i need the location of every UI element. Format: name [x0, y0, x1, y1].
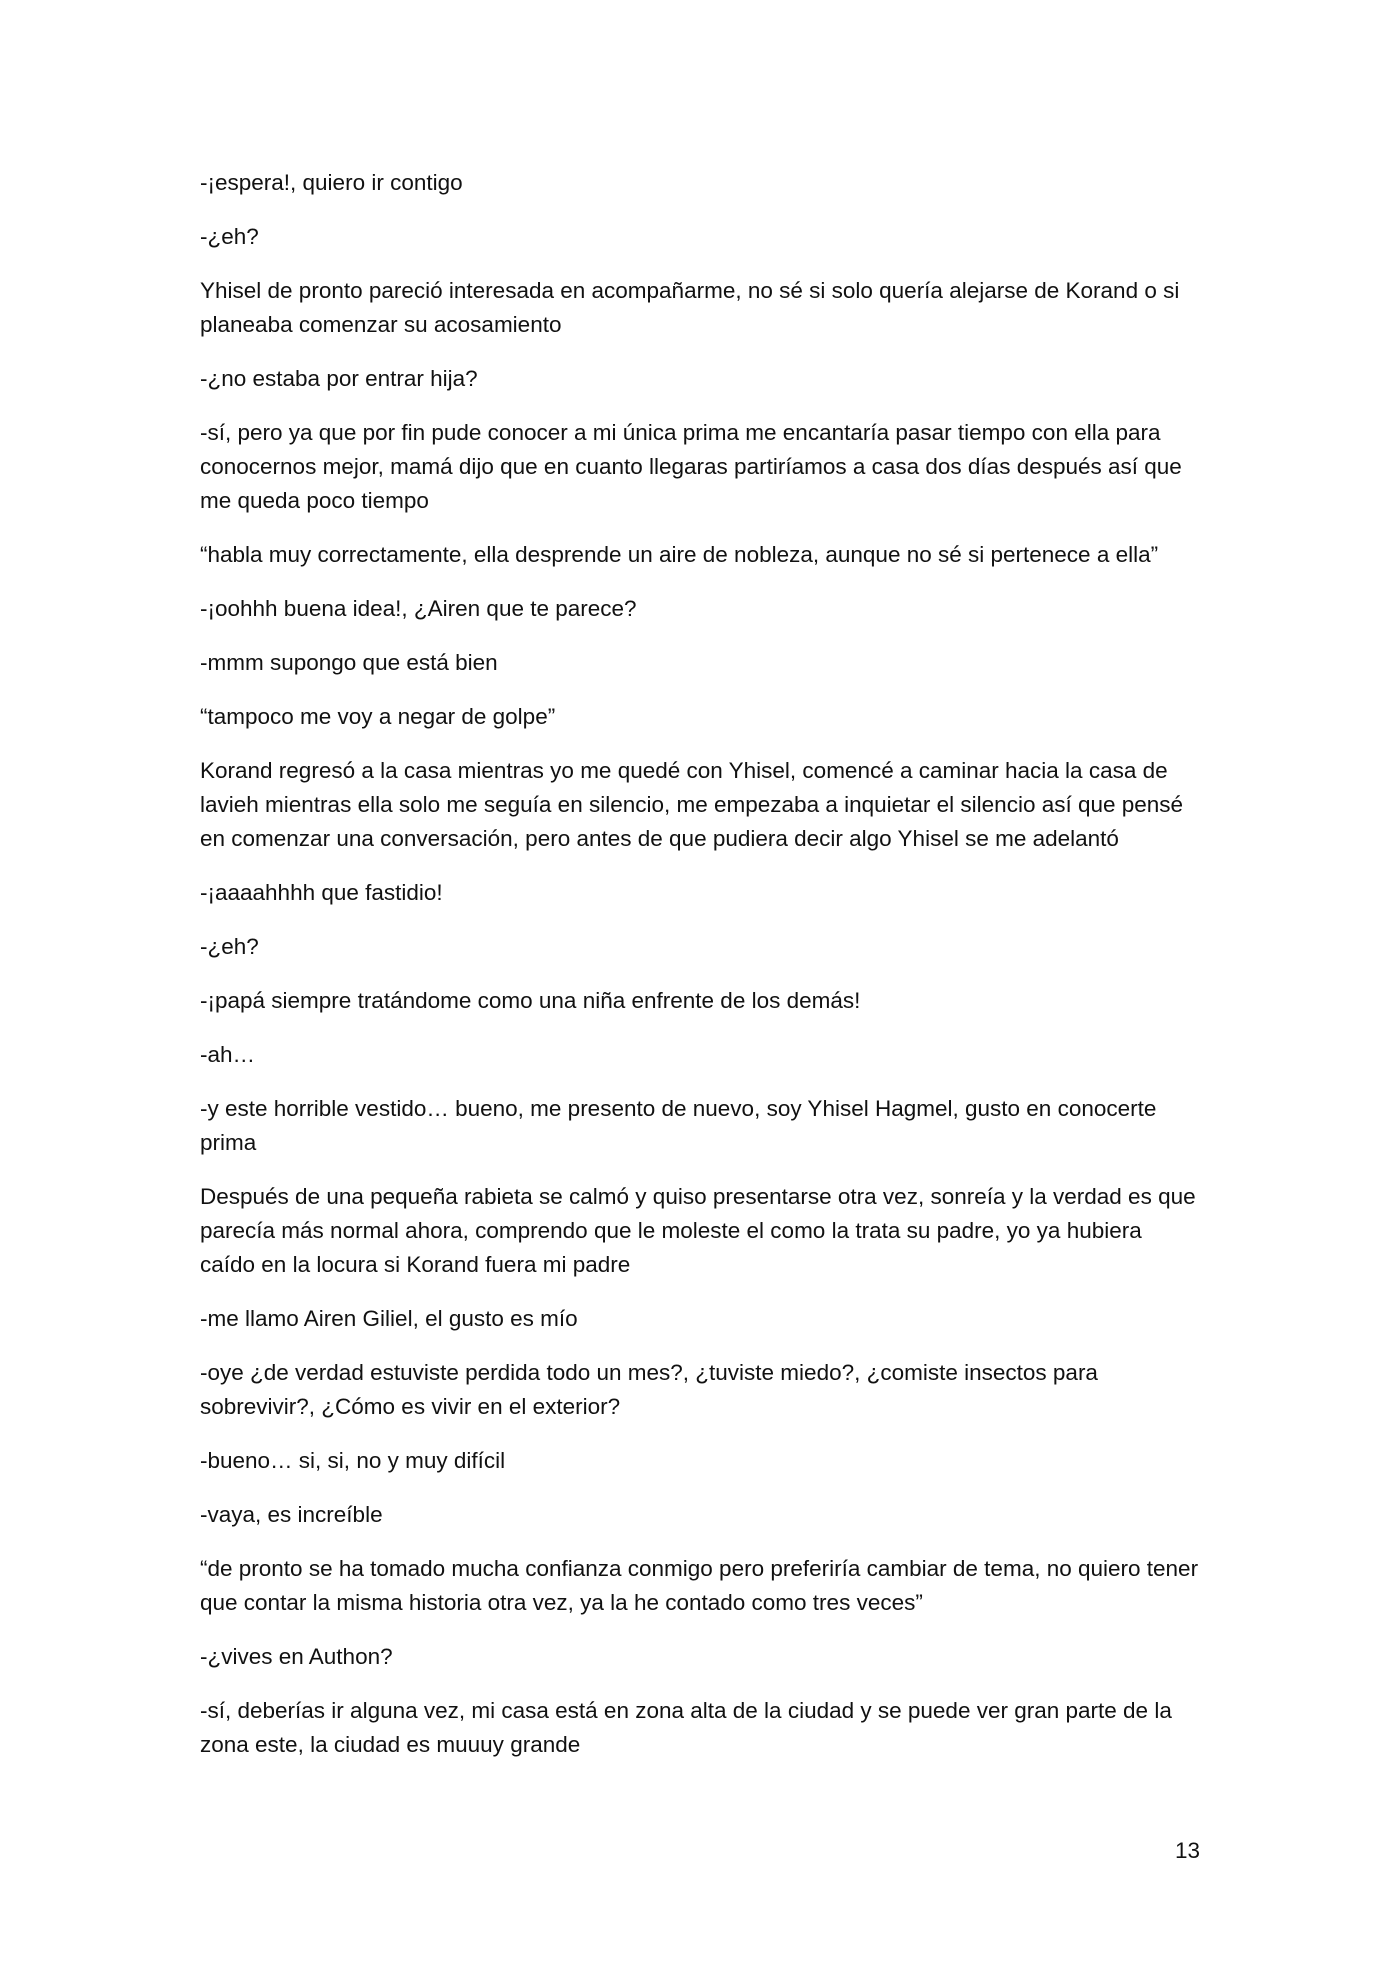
paragraph: -sí, deberías ir alguna vez, mi casa está en zona alta de la ciudad y se puede ver gran parte de la zona este, la ciudad es muuuy grande: [200, 1698, 1172, 1757]
paragraph: “tampoco me voy a negar de golpe”: [200, 704, 556, 729]
paragraph: -vaya, es increíble: [200, 1502, 383, 1527]
paragraph: -¡aaaahhhh que fastidio!: [200, 880, 443, 905]
body-text: [200, 166, 1200, 1782]
paragraph: Yhisel de pronto pareció interesada en acompañarme, no sé si solo quería alejarse de Korand o si planeaba comenzar su acosamiento: [200, 278, 1180, 337]
paragraph: -bueno… si, si, no y muy difícil: [200, 1448, 506, 1473]
paragraph: -¿vives en Authon?: [200, 1644, 393, 1669]
paragraph: -mmm supongo que está bien: [200, 650, 498, 675]
paragraph: “de pronto se ha tomado mucha confianza conmigo pero preferiría cambiar de tema, no quiero tener que contar la misma historia otra vez, ya la he contado como tres veces”: [200, 1556, 1199, 1615]
paragraph: -¡papá siempre tratándome como una niña enfrente de los demás!: [200, 988, 861, 1013]
paragraph: -¿eh?: [200, 224, 259, 249]
paragraph: -¡oohhh buena idea!, ¿Airen que te parece?: [200, 596, 637, 621]
page-number: 13: [1174, 1838, 1200, 1863]
paragraph: Después de una pequeña rabieta se calmó y quiso presentarse otra vez, sonreía y la verdad es que parecía más normal ahora, comprendo que le moleste el como la trata su padre, yo ya hubiera caído en la locura si Korand fuera mi padre: [200, 1184, 1196, 1277]
paragraph: -¡espera!, quiero ir contigo: [200, 170, 463, 195]
paragraph: “habla muy correctamente, ella desprende un aire de nobleza, aunque no sé si pertenece a ella”: [200, 542, 1159, 567]
paragraph: -y este horrible vestido… bueno, me presento de nuevo, soy Yhisel Hagmel, gusto en conocerte prima: [200, 1096, 1157, 1155]
paragraph: -sí, pero ya que por fin pude conocer a mi única prima me encantaría pasar tiempo con ella para conocernos mejor, mamá dijo que en cuanto llegaras partiríamos a casa dos días después así que me queda poco tiempo: [200, 420, 1182, 513]
paragraph: -¿eh?: [200, 934, 259, 959]
paragraph: -oye ¿de verdad estuviste perdida todo un mes?, ¿tuviste miedo?, ¿comiste insectos para sobrevivir?, ¿Cómo es vivir en el exterior?: [200, 1360, 1098, 1419]
paragraph: -ah…: [200, 1042, 256, 1067]
paragraph: -¿no estaba por entrar hija?: [200, 366, 478, 391]
paragraph: Korand regresó a la casa mientras yo me quedé con Yhisel, comencé a caminar hacia la casa de lavieh mientras ella solo me seguía en silencio, me empezaba a inquietar el silencio así que pensé en comenzar una conversación, pero antes de que pudiera decir algo Yhisel se me adelantó: [200, 758, 1184, 851]
paragraph: -me llamo Airen Giliel, el gusto es mío: [200, 1306, 578, 1331]
